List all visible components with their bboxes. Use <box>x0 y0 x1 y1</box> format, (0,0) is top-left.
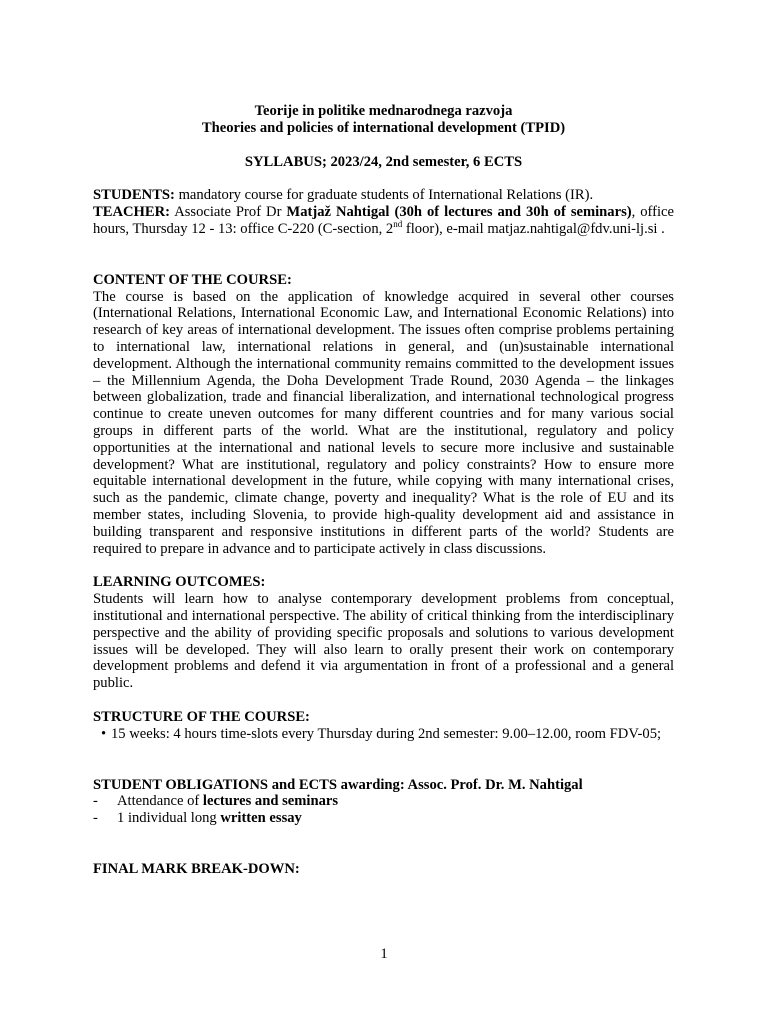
document-title-block <box>93 103 674 137</box>
teacher-paragraph <box>93 204 674 238</box>
obligation-bold: written essay <box>220 810 302 827</box>
final-mark-section <box>93 861 674 878</box>
students-text: mandatory course for graduate students of International Relations (IR). <box>174 187 594 204</box>
bullet-icon: • <box>101 725 107 742</box>
dash-marker: - <box>93 793 98 810</box>
list-item <box>93 726 674 743</box>
students-line <box>93 187 674 204</box>
structure-list <box>93 726 674 743</box>
dash-marker: - <box>93 810 98 827</box>
outcomes-section <box>93 574 674 692</box>
course-info <box>93 187 674 237</box>
course-title-english: Theories and policies of international development (TPID) <box>201 119 566 136</box>
floor-superscript: nd <box>393 219 403 230</box>
course-title-slovene: Teorije in politike mednarodnega razvoja <box>254 103 513 119</box>
syllabus-line: SYLLABUS; 2023/24, 2nd semester, 6 ECTS <box>244 153 523 170</box>
obligations-heading: STUDENT OBLIGATIONS and ECTS awarding: Assoc. Prof. Dr. M. Nahtigal <box>93 776 583 793</box>
document-page <box>93 103 674 878</box>
structure-item-text: 15 weeks: 4 hours time-slots every Thursday during 2nd semester: 9.00–12.00, room FDV-05; <box>111 725 662 742</box>
students-label: STUDENTS: <box>93 187 175 204</box>
content-body: The course is based on the application of knowledge acquired in several other courses (International Relations, International Economic Law, and International Economic Relations) into research of key areas of international development. The issues often comprise problems pertaining to international law, international relations in general, and (un)sustainable international development. Although the international community remains committed to the development issues – the Millennium Agenda, the Doha Development Trade Round, 2030 Agenda – the linkages between globalization, trade and financial liberalization, and international technological progress continue to create uneven outcomes for many different countries and for many various social groups in different parts of the world. What are the institutional, regulatory and policy opportunities at the international and national levels to secure more inclusive and sustainable development? What are institutional, regulatory and policy constraints? How to ensure more equitable international development in the future, while copying with many international crises, such as the pandemic, climate change, poverty and inequality? What is the role of EU and its member states, including Slovenia, to provide high-quality development aid and assistance in building transparent and responsive institutions in different parts of the world? Students are required to prepare in advance and to participate actively in class discussions. <box>93 288 674 557</box>
list-item <box>93 810 674 827</box>
structure-section <box>93 709 674 743</box>
page-number: 1 <box>380 946 388 962</box>
obligations-list <box>93 793 674 827</box>
teacher-name: Matjaž Nahtigal (30h of lectures and 30h of seminars) <box>286 204 632 221</box>
obligation-prefix: Attendance of <box>117 793 203 810</box>
outcomes-heading: LEARNING OUTCOMES: <box>93 574 266 591</box>
list-item <box>93 793 674 810</box>
structure-heading: STRUCTURE OF THE COURSE: <box>93 708 310 725</box>
content-heading: CONTENT OF THE COURSE: <box>93 271 292 288</box>
obligation-bold: lectures and seminars <box>202 793 339 810</box>
teacher-label: TEACHER: <box>93 204 171 221</box>
teacher-email: matjaz.nahtigal@fdv.uni-lj.si . <box>487 220 665 237</box>
teacher-prefix: Associate Prof Dr <box>170 204 287 221</box>
obligation-prefix: 1 individual long <box>117 810 221 827</box>
content-section <box>93 272 674 558</box>
teacher-office: , office hours, Thursday 12 - 13: office C-220 (C-section, 2 <box>93 204 675 237</box>
obligations-section <box>93 777 674 827</box>
teacher-floor: floor), e-mail <box>402 220 484 237</box>
outcomes-body: Students will learn how to analyse contemporary development problems from conceptual, institutional and international perspective. The ability of critical thinking from the interdisciplinary perspective and the ability of providing specific proposals and solutions to various development issues will be developed. They will also learn to orally present their work on contemporary development problems and defend it via argumentation in front of a professional and a general public. <box>93 591 674 692</box>
final-mark-heading: FINAL MARK BREAK-DOWN: <box>93 860 300 877</box>
